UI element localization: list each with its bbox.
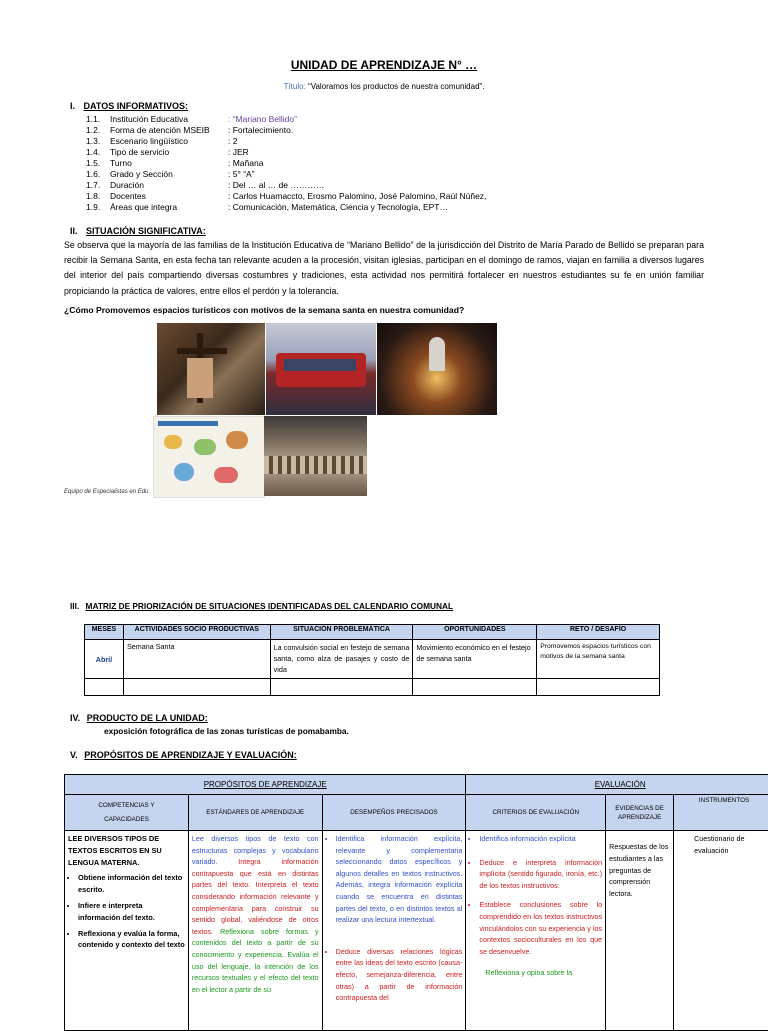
- unit-subtitle: [0, 82, 768, 91]
- priority-matrix-table: [84, 624, 660, 696]
- info-number: 1.8.: [86, 191, 100, 202]
- table-cell: La convulsión social en festejo de semana santa, como alza de pasajes y costo de vida: [270, 640, 413, 679]
- list-item: • Identifica información explícita: [479, 833, 602, 845]
- info-value: : Del … al … de …………: [228, 180, 324, 191]
- info-number: 1.5.: [86, 158, 100, 169]
- evidence-cell: Respuestas de los estudiantes a las preguntas de comprensión lectora.: [606, 831, 674, 1031]
- info-label: Turno: [110, 158, 132, 169]
- list-item: • Deduce e interpreta información implícita (sentido figurado, ironía, etc.) de los textos instructivos.: [479, 857, 602, 892]
- info-value: : Mañana: [228, 158, 263, 169]
- subtitle-text: “Valoramos los productos de nuestra comunidad”.: [308, 82, 484, 91]
- info-number: 1.7.: [86, 180, 100, 191]
- photo-bus-travel: [266, 323, 376, 415]
- table-cell: [537, 679, 660, 696]
- table-row: [85, 679, 660, 696]
- situation-question: ¿Cómo Promovemos espacios turísticos con motivos de la semana santa en nuestra comunidad?: [64, 305, 464, 315]
- info-value: : Comunicación, Matemática, Ciencia y Tecnología, EPT…: [228, 202, 448, 213]
- info-number: 1.4.: [86, 147, 100, 158]
- info-value: : 2: [228, 136, 237, 147]
- section-number: III.: [70, 601, 79, 611]
- standard-text-blue: Lee diversos tipos de texto con estructuras complejas y vocabulario variado.: [192, 834, 319, 866]
- section-number: IV.: [70, 713, 80, 723]
- section-5-heading: [70, 750, 297, 760]
- photo-tourist-map: [153, 416, 265, 498]
- section-1-heading: [70, 101, 188, 111]
- section-label: MATRIZ DE PRIORIZACIÓN DE SITUACIONES IDENTIFICADAS DEL CALENDARIO COMUNAL: [86, 601, 454, 611]
- info-number: 1.9.: [86, 202, 100, 213]
- section-number: V.: [70, 750, 78, 760]
- col-header: ACTIVIDADES SOCIO PRODUCTIVAS: [123, 625, 270, 640]
- section-3-heading: [70, 601, 453, 611]
- subtitle-label: Título:: [284, 82, 306, 91]
- photo-caption: Equipo de Especialistas en Edu: [64, 489, 148, 495]
- situation-paragraph: Se observa que la mayoría de las familias de la Institución Educativa de “Mariano Bellido” de la jurisdicción del Distrito de María Parado de Bellido se preparan para recibir la Semana Santa, en esta fecha tan relevante acuden a la procesión, visitan iglesias, participan en el domingo de ramos, viajan en familia a diversos lugares del interior del país compartiendo diversas costumbres y tradiciones, esta actividad nos permitirá fortalecer en nuestros estudiantes su fe en unión familiar propiciando la práctica de valores, entre ellos el perdón y la tolerancia.: [64, 238, 704, 299]
- info-label: Forma de atención MSEIB: [110, 125, 210, 136]
- col-header: CRITERIOS DE EVALUACIÓN: [466, 795, 606, 831]
- info-value: : 5° “A”: [228, 169, 255, 180]
- col-header: EVIDENCIAS DE APRENDIZAJE: [606, 795, 674, 831]
- col-header: ESTÁNDARES DE APRENDIZAJE: [188, 795, 322, 831]
- photo-market: [264, 416, 367, 496]
- criteria-cell: [466, 831, 606, 1031]
- section-4-heading: [70, 713, 208, 723]
- info-label: Áreas que integra: [110, 202, 177, 213]
- page-title: UNIDAD DE APRENDIZAJE N° …: [0, 58, 768, 72]
- standard-cell: [188, 831, 322, 1031]
- criteria-text: Reflexiona y opina sobre la: [469, 967, 602, 979]
- performance-cell: [322, 831, 466, 1031]
- info-label: Tipo de servicio: [110, 147, 169, 158]
- table-cell: [413, 679, 537, 696]
- col-header: COMPETENCIAS Y CAPACIDADES: [65, 795, 189, 831]
- competence-title: LEE DIVERSOS TIPOS DE TEXTOS ESCRITOS EN SU LENGUA MATERNA.: [68, 833, 185, 868]
- info-label: Duración: [110, 180, 144, 191]
- standard-text-red: Integra información contrapuesta que está en distintas partes del texto. Interpreta el texto considerando información relevante y complementaria para construir su sentido global, valiéndose de otros textos.: [192, 857, 319, 936]
- info-label: Institución Educativa: [110, 114, 188, 125]
- info-number: 1.1.: [86, 114, 100, 125]
- info-label: Grado y Sección: [110, 169, 173, 180]
- table-cell: Promovemos espacios turísticos con motivos de la semana santa: [537, 640, 660, 679]
- photo-procession: [157, 323, 265, 415]
- info-number: 1.3.: [86, 136, 100, 147]
- table-cell: [85, 679, 124, 696]
- section-number: II.: [70, 226, 78, 236]
- info-value: : Fortalecimiento.: [228, 125, 293, 136]
- info-value: : “Mariano Bellido”: [228, 114, 297, 125]
- photo-candles-church: [377, 323, 497, 415]
- table-row: [65, 831, 768, 1031]
- group-header-purposes: PROPÓSITOS DE APRENDIZAJE: [65, 775, 466, 795]
- list-item: • Obtiene información del texto escrito.: [78, 872, 185, 896]
- info-value: : JER: [228, 147, 249, 158]
- purposes-table: [64, 774, 768, 1031]
- table-cell: Movimiento económico en el festejo de semana santa: [413, 640, 537, 679]
- info-label: Escenario lingüístico: [110, 136, 188, 147]
- list-item: • Reflexiona y evalúa la forma, contenido y contexto del texto: [78, 928, 185, 952]
- col-header: MESES: [85, 625, 124, 640]
- capacities-list: [68, 872, 185, 951]
- list-item: • Deduce diversas relaciones lógicas entre las ideas del texto escrito (causa-efecto, semejanza-diferencia, entre otras) a partir de información contrapuesta del: [336, 946, 463, 1004]
- col-header: DESEMPEÑOS PRECISADOS: [322, 795, 466, 831]
- table-row: [85, 640, 660, 679]
- table-header-row: [85, 625, 660, 640]
- col-header: RETO / DESAFÍO: [537, 625, 660, 640]
- section-label: DATOS INFORMATIVOS:: [84, 101, 189, 111]
- instrument-cell: Cuestionario de evaluación: [674, 831, 768, 1031]
- competence-cell: [65, 831, 189, 1031]
- product-description: exposición fotográfica de las zonas turísticas de pomabamba.: [104, 726, 349, 736]
- table-cell: Semana Santa: [123, 640, 270, 679]
- section-2-heading: [70, 226, 206, 236]
- section-label: PRODUCTO DE LA UNIDAD:: [87, 713, 208, 723]
- table-cell: [270, 679, 413, 696]
- table-cell: Abril: [85, 640, 124, 679]
- info-label: Docentes: [110, 191, 146, 202]
- list-item: • Establece conclusiones sobre lo comprendido en los textos instructivos vinculándolos con su experiencia y los contextos socioculturales en los que se desenvuelve.: [479, 899, 602, 957]
- section-label: SITUACIÓN SIGNIFICATIVA:: [86, 226, 206, 236]
- section-label: PROPÓSITOS DE APRENDIZAJE Y EVALUACIÓN:: [84, 750, 297, 760]
- table-header-row: [65, 795, 768, 831]
- col-header: INSTRUMENTOS: [674, 795, 768, 831]
- standard-text-green: Reflexiona sobre formas y contenidos del texto a partir de su conocimiento y experiencia. Evalúa el uso del lenguaje, la intención de los recursos textuales y el efecto del texto en el lector a partir de su: [192, 927, 319, 994]
- table-cell: [123, 679, 270, 696]
- table-header-row: [65, 775, 768, 795]
- info-value: : Carlos Huamaccto, Erosmo Palomino, José Palomino, Raúl Núñez,: [228, 191, 486, 202]
- col-header: SITUACIÓN PROBLEMÁTICA: [270, 625, 413, 640]
- info-number: 1.2.: [86, 125, 100, 136]
- info-number: 1.6.: [86, 169, 100, 180]
- list-item: • Infiere e interpreta información del texto.: [78, 900, 185, 924]
- list-item: • Identifica información explícita, relevante y complementaria seleccionando datos específicos y algunos detalles en textos instructivos. Además, integra información explícita cuando se encuentra en distintas partes del texto, o en distintos textos al realizar una lectura intertextual.: [336, 833, 463, 926]
- col-header: OPORTUNIDADES: [413, 625, 537, 640]
- group-header-evaluation: EVALUACIÓN: [466, 775, 768, 795]
- section-number: I.: [70, 101, 75, 111]
